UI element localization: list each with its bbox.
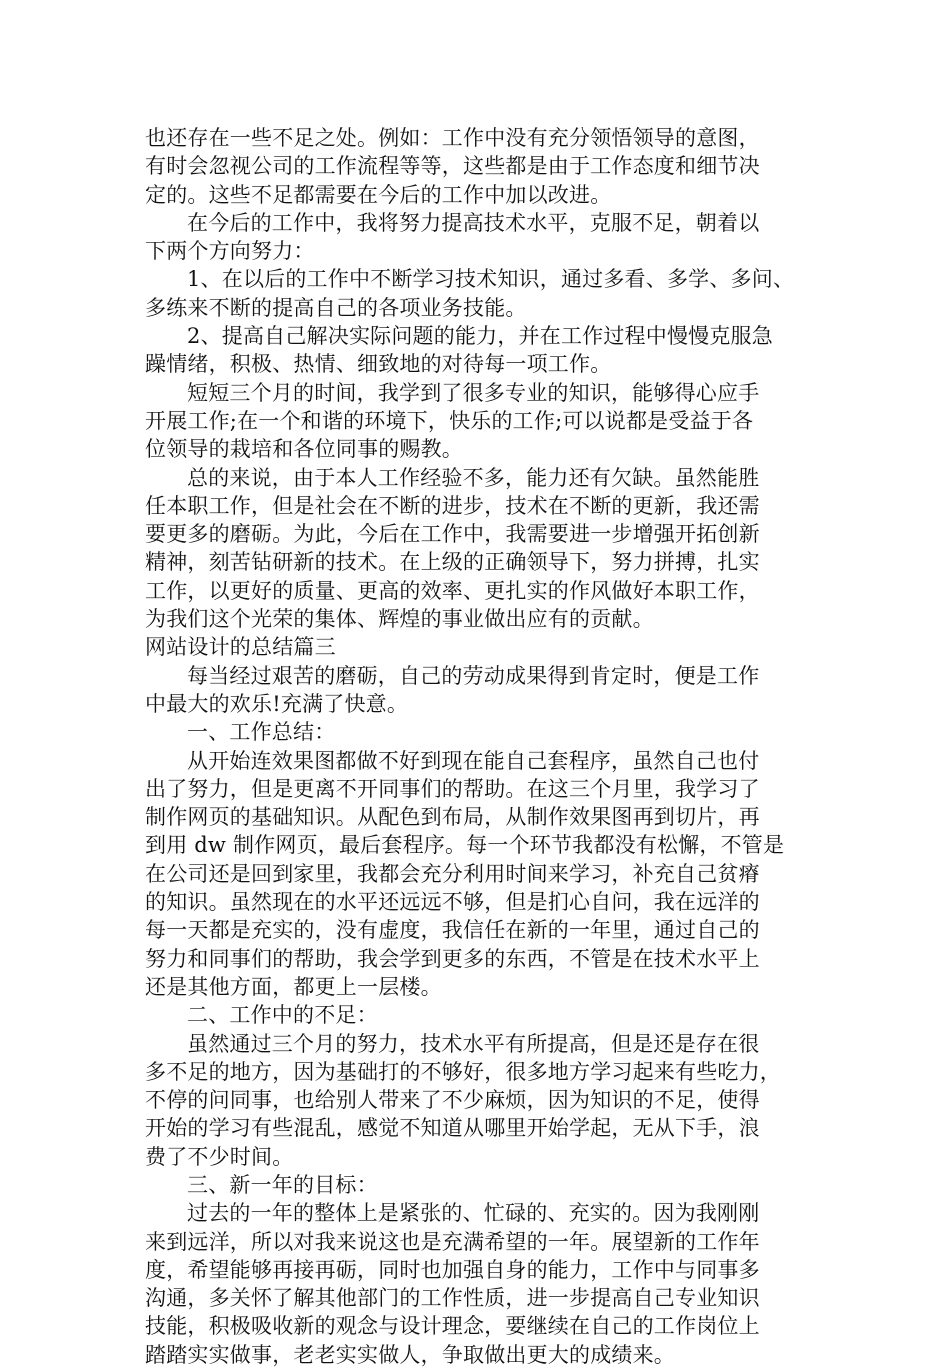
text-line: 为我们这个光荣的集体、辉煌的事业做出应有的贡献。: [145, 607, 654, 632]
text-line: 多练来不断的提高自己的各项业务技能。: [145, 295, 527, 320]
text-line: 来到远洋，所以对我来说这也是充满希望的一年。展望新的工作年: [145, 1229, 760, 1254]
text-line: 有时会忽视公司的工作流程等等，这些都是由于工作态度和细节决: [145, 154, 760, 179]
text-line: 短短三个月的时间，我学到了很多专业的知识，能够得心应手: [187, 380, 760, 405]
text-line: 到用 dw 制作网页，最后套程序。每一个环节我都没有松懈，不管是: [145, 833, 785, 858]
text-line: 工作，以更好的质量、更高的效率、更扎实的作风做好本职工作，: [145, 578, 760, 603]
text-line: 开始的学习有些混乱，感觉不知道从哪里开始学起，无从下手，浪: [145, 1116, 760, 1141]
text-line: 在公司还是回到家里，我都会充分利用时间来学习，补充自己贫瘠: [145, 861, 760, 886]
document-body: [145, 124, 805, 1369]
text-line: 2、提高自己解决实际问题的能力，并在工作过程中慢慢克服急: [187, 324, 773, 349]
text-line: 沟通，多关怀了解其他部门的工作性质，进一步提高自己专业知识: [145, 1286, 760, 1311]
text-line: 要更多的磨砺。为此，今后在工作中，我需要进一步增强开拓创新: [145, 522, 760, 547]
text-line: 技能，积极吸收新的观念与设计理念，要继续在自己的工作岗位上: [145, 1314, 760, 1339]
text-line: 三、新一年的目标：: [187, 1172, 378, 1197]
text-line: 一、工作总结：: [187, 720, 336, 745]
text-line: 二、工作中的不足：: [187, 1003, 378, 1028]
text-line: 中最大的欢乐!充满了快意。: [145, 691, 409, 716]
text-line: 多不足的地方，因为基础打的不够好，很多地方学习起来有些吃力，: [145, 1059, 781, 1084]
text-line: 费了不少时间。: [145, 1144, 294, 1169]
text-line: 1、在以后的工作中不断学习技术知识，通过多看、多学、多问、: [187, 267, 795, 292]
text-line: 下两个方向努力：: [145, 239, 315, 264]
text-line: 开展工作;在一个和谐的环境下，快乐的工作;可以说都是受益于各: [145, 408, 754, 433]
text-line: 过去的一年的整体上是紧张的、忙碌的、充实的。因为我刚刚: [187, 1201, 760, 1226]
text-line: 的知识。虽然现在的水平还远远不够，但是扪心自问，我在远洋的: [145, 890, 760, 915]
text-line: 总的来说，由于本人工作经验不多，能力还有欠缺。虽然能胜: [187, 465, 760, 490]
text-line: 不停的问同事，也给别人带来了不少麻烦，因为知识的不足，使得: [145, 1088, 760, 1113]
text-line: 每当经过艰苦的磨砺，自己的劳动成果得到肯定时，便是工作: [187, 663, 760, 688]
text-line: 踏踏实实做事，老老实实做人，争取做出更大的成绩来。: [145, 1342, 675, 1367]
text-line: 定的。这些不足都需要在今后的工作中加以改进。: [145, 182, 612, 207]
text-line: 在今后的工作中，我将努力提高技术水平，克服不足，朝着以: [187, 210, 760, 235]
text-line: 虽然通过三个月的努力，技术水平有所提高，但是还是存在很: [187, 1031, 760, 1056]
text-line: 躁情绪，积极、热情、细致地的对待每一项工作。: [145, 352, 612, 377]
text-line: 位领导的栽培和各位同事的赐教。: [145, 437, 463, 462]
text-line: 也还存在一些不足之处。例如：工作中没有充分领悟领导的意图，: [145, 126, 760, 150]
text-line: 制作网页的基础知识。从配色到布局，从制作效果图再到切片，再: [145, 805, 760, 830]
text-line: 精神，刻苦钻研新的技术。在上级的正确领导下，努力拼搏，扎实: [145, 550, 760, 575]
text-line: 还是其他方面，都更上一层楼。: [145, 974, 442, 999]
text-line: 努力和同事们的帮助，我会学到更多的东西，不管是在技术水平上: [145, 946, 760, 971]
text-line: 网站设计的总结篇三: [145, 635, 336, 660]
text-line: 任本职工作，但是社会在不断的进步，技术在不断的更新，我还需: [145, 493, 760, 518]
text-line: 出了努力，但是更离不开同事们的帮助。在这三个月里，我学习了: [145, 776, 760, 801]
text-line: 度，希望能够再接再砺，同时也加强自身的能力，工作中与同事多: [145, 1257, 760, 1282]
text-line: 从开始连效果图都做不好到现在能自己套程序，虽然自己也付: [187, 748, 760, 773]
text-line: 每一天都是充实的，没有虚度，我信任在新的一年里，通过自己的: [145, 918, 760, 943]
